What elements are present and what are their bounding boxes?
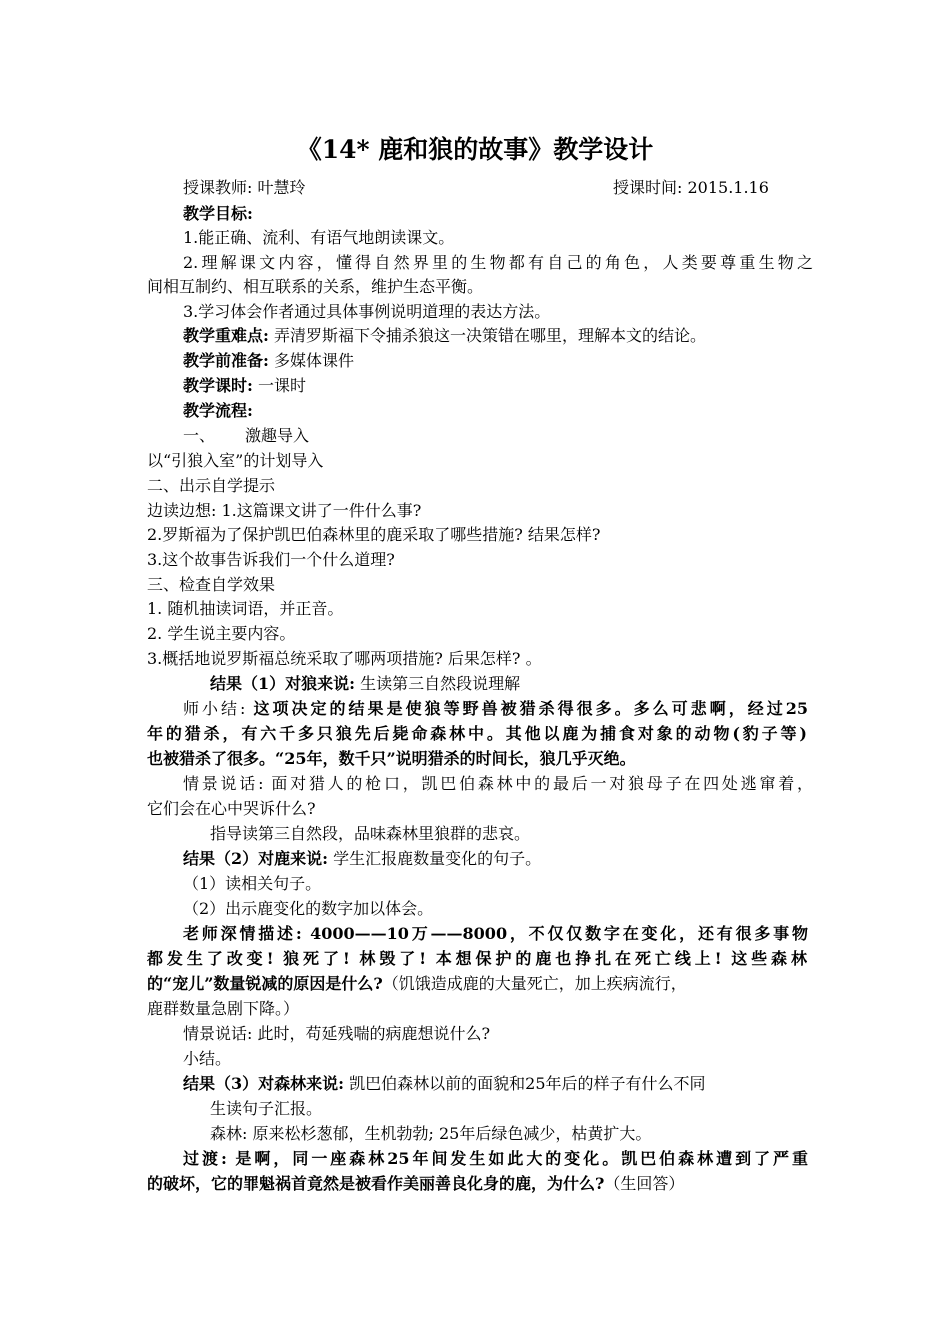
teacher-description-line-2: 都发生了改变! 狼死了! 林毁了! 本想保护的鹿也挣扎在死亡线上! 这些森林	[147, 949, 807, 968]
result-3-label: 结果（3）对森林来说:	[183, 1074, 345, 1093]
result-2-heading	[183, 847, 853, 871]
transition-line-2	[147, 1172, 817, 1196]
goal-2-line-1: 2.理解课文内容，懂得自然界里的生物都有自己的角色，人类要尊重生物之	[183, 253, 813, 272]
page-title: 《14* 鹿和狼的故事》教学设计	[296, 135, 654, 164]
teacher-description-answer: （饥饿造成鹿的大量死亡，加上疾病流行，	[382, 974, 687, 993]
section-2-question-3: 3.这个故事告诉我们一个什么道理?	[147, 550, 395, 569]
section-1-heading	[183, 424, 853, 448]
goal-1: 1.能正确、流利、有语气地朗读课文。	[183, 228, 455, 247]
preparation-label: 教学前准备:	[183, 351, 269, 370]
flow-heading: 教学流程:	[183, 401, 253, 420]
result-2-label: 结果（2）对鹿来说:	[183, 849, 329, 868]
scene-talk-1-line-2: 它们会在心中哭诉什么?	[147, 799, 316, 818]
result-1-label: 结果（1）对狼来说:	[210, 674, 356, 693]
lesson-time: 授课时间: 2015.1.16	[613, 178, 769, 197]
teacher-description-line-3	[147, 972, 817, 996]
scene-talk-1-line-1: 情景说话: 面对猎人的枪口，凯巴伯森林中的最后一对狼母子在四处逃窜着，	[183, 774, 813, 793]
section-1-number: 一、	[183, 426, 216, 445]
result-3-item-1: 生读句子汇报。	[210, 1099, 323, 1118]
transition-question: 的破坏，它的罪魁祸首竟然是被看作美丽善良化身的鹿，为什么?	[147, 1174, 605, 1193]
section-1-title: 激趣导入	[245, 426, 310, 445]
section-3-item-3: 3.概括地说罗斯福总统采取了哪两项措施? 后果怎样? 。	[147, 649, 542, 668]
preparation-text: 多媒体课件	[268, 351, 355, 370]
result-2-item-1: （1）读相关句子。	[183, 874, 322, 893]
result-3-item-2: 森林: 原来松杉葱郁，生机勃勃; 25年后绿色减少，枯黄扩大。	[210, 1124, 652, 1143]
teacher-description-line-4: 鹿群数量急剧下降。）	[147, 999, 300, 1018]
section-2-question-2: 2.罗斯福为了保护凯巴伯森林里的鹿采取了哪些措施? 结果怎样?	[147, 525, 601, 544]
result-2-text: 学生汇报鹿数量变化的句子。	[328, 849, 542, 868]
guided-reading: 指导读第三自然段，品味森林里狼群的悲哀。	[210, 824, 531, 843]
teacher-line: 授课教师: 叶慧玲	[183, 178, 306, 197]
summary-1-line-3: 也被猎杀了很多。“25年，数千只”说明猎杀的时间长，狼几乎灭绝。	[147, 749, 636, 768]
teacher-description-question: 的“宠儿”数量锐减的原因是什么?	[147, 974, 383, 993]
goals-heading: 教学目标:	[183, 204, 253, 223]
summary-1-line-1	[183, 697, 808, 721]
transition-line-1: 过渡: 是啊，同一座森林25年间发生如此大的变化。凯巴伯森林遭到了严重	[183, 1149, 808, 1168]
teacher-description-line-1: 老师深情描述: 4000——10万——8000，不仅仅数字在变化，还有很多事物	[183, 924, 808, 943]
lesson-hours-text: 一课时	[252, 376, 307, 395]
goal-2-line-2: 间相互制约、相互联系的关系，维护生态平衡。	[147, 277, 484, 296]
key-points	[183, 324, 853, 348]
lesson-hours-label: 教学课时:	[183, 376, 253, 395]
summary-1-label: 师小结:	[183, 699, 254, 718]
key-points-text: 弄清罗斯福下令捕杀狼这一决策错在哪里，理解本文的结论。	[268, 326, 707, 345]
goal-3: 3.学习体会作者通过具体事例说明道理的表达方法。	[183, 302, 551, 321]
section-3-heading: 三、检查自学效果	[147, 575, 276, 594]
section-2-question-1: 边读边想: 1.这篇课文讲了一件什么事?	[147, 501, 422, 520]
summary-1-line-2: 年的猎杀，有六千多只狼先后毙命森林中。其他以鹿为捕食对象的动物(豹子等)	[147, 724, 807, 743]
summary-1-text-a: 这项决定的结果是使狼等野兽被猎杀得很多。多么可悲啊，经过25	[253, 699, 808, 718]
transition-answer: （生回答）	[604, 1174, 685, 1193]
preparation	[183, 349, 853, 373]
lesson-hours	[183, 374, 853, 398]
result-1-heading	[210, 672, 880, 696]
key-points-label: 教学重难点:	[183, 326, 269, 345]
result-1-text: 生读第三自然段说理解	[355, 674, 521, 693]
result-3-heading	[183, 1072, 853, 1096]
scene-talk-2: 情景说话: 此时，苟延残喘的病鹿想说什么?	[183, 1024, 491, 1043]
result-3-text: 凯巴伯森林以前的面貌和25年后的样子有什么不同	[344, 1074, 706, 1093]
section-3-item-1: 1. 随机抽读词语，并正音。	[147, 599, 344, 618]
result-2-item-2: （2）出示鹿变化的数字加以体会。	[183, 899, 434, 918]
section-3-item-2: 2. 学生说主要内容。	[147, 624, 296, 643]
summary-2: 小结。	[183, 1049, 232, 1068]
section-1-text: 以“引狼入室”的计划导入	[147, 451, 324, 470]
section-2-heading: 二、出示自学提示	[147, 476, 276, 495]
